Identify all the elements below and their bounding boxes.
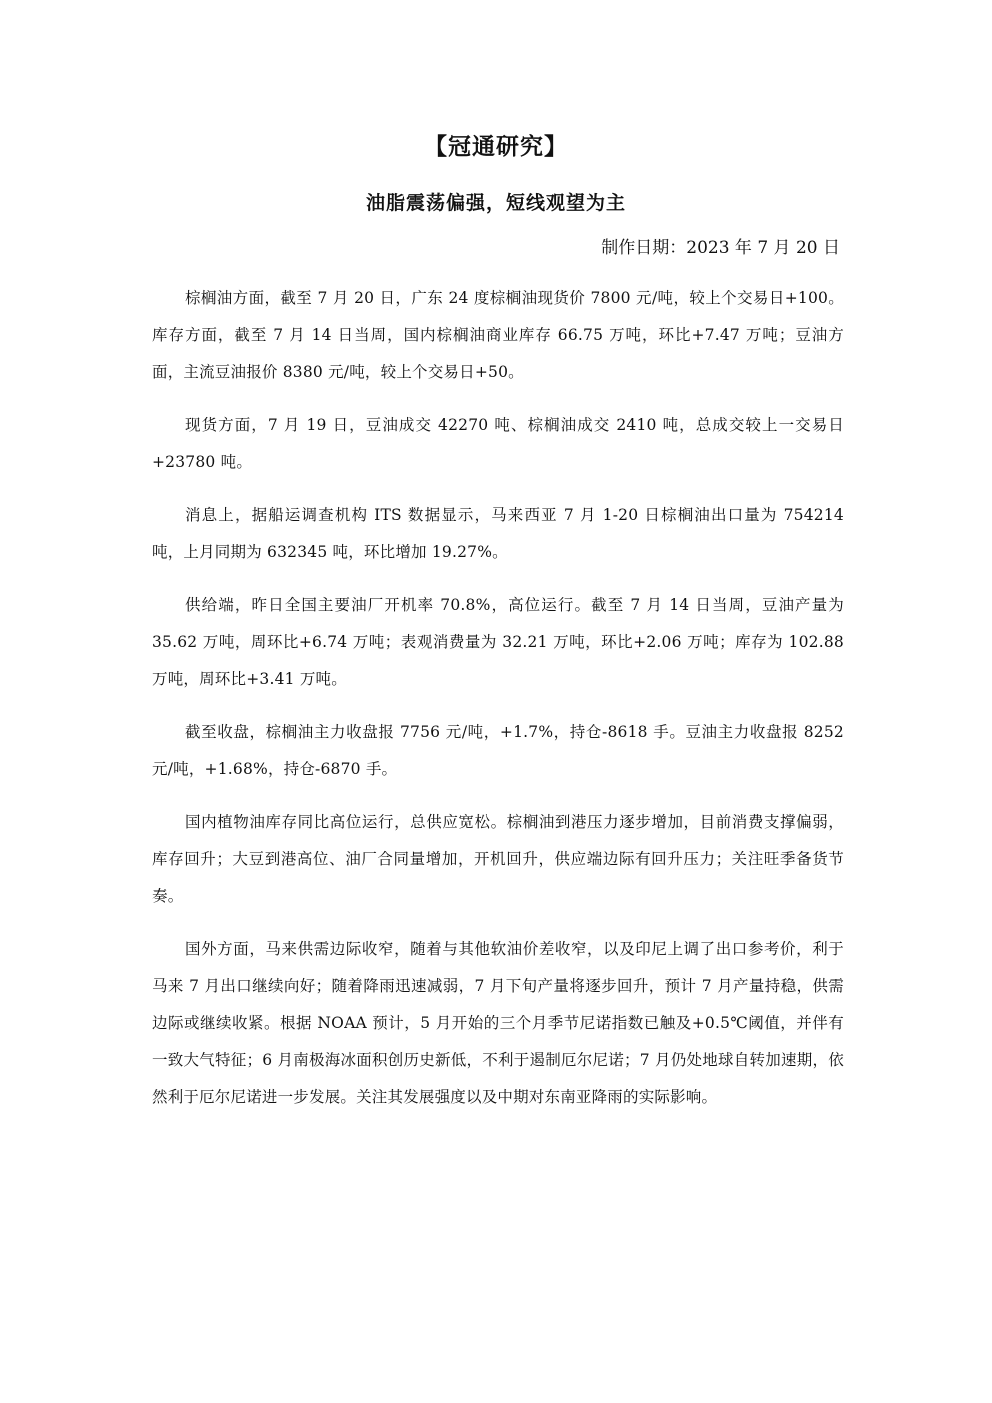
paragraph-futures-close: 截至收盘，棕榈油主力收盘报 7756 元/吨，+1.7%，持仓-8618 手。豆油主力收盘报 8252 元/吨，+1.68%，持仓-6870 手。 — [152, 723, 844, 778]
report-headline: 油脂震荡偏强，短线观望为主 — [365, 192, 626, 214]
report-body — [152, 280, 844, 1132]
paragraph-overseas-outlook: 国外方面，马来供需边际收窄，随着与其他软油价差收窄，以及印尼上调了出口参考价，利于马来 7 月出口继续向好；随着降雨迅速减弱，7 月下旬产量将逐步回升，预计 7 月产量持稳，供需边际或继续收紧。根据 NOAA 预计，5 月开始的三个月季节尼诺指数已触及+0.5℃阈值，并伴有一致大气特征；6 月南极海冰面积创历史新低，不利于遏制厄尔尼诺；7 月仍处地球自转加速期，依然利于厄尔尼诺进一步发展。关注其发展强度以及中期对东南亚降雨的实际影响。 — [152, 940, 844, 1106]
brand-title: 【冠通研究】 — [424, 133, 568, 160]
paragraph-spot-trading: 现货方面，7 月 19 日，豆油成交 42270 吨、棕榈油成交 2410 吨，总成交较上一交易日+23780 吨。 — [152, 416, 844, 471]
report-date: 制作日期：2023 年 7 月 20 日 — [601, 238, 840, 258]
paragraph-export-news: 消息上，据船运调查机构 ITS 数据显示，马来西亚 7 月 1-20 日棕榈油出口量为 754214 吨，上月同期为 632345 吨，环比增加 19.27%。 — [152, 506, 844, 561]
paragraph-supply-side: 供给端，昨日全国主要油厂开机率 70.8%，高位运行。截至 7 月 14 日当周，豆油产量为 35.62 万吨，周环比+6.74 万吨；表观消费量为 32.21 万吨，环比+2.06 万吨；库存为 102.88 万吨，周环比+3.41 万吨。 — [152, 596, 844, 688]
paragraph-domestic-outlook: 国内植物油库存同比高位运行，总供应宽松。棕榈油到港压力逐步增加，目前消费支撑偏弱，库存回升；大豆到港高位、油厂合同量增加，开机回升，供应端边际有回升压力；关注旺季备货节奏。 — [152, 813, 844, 905]
paragraph-palm-oil-spot: 棕榈油方面，截至 7 月 20 日，广东 24 度棕榈油现货价 7800 元/吨，较上个交易日+100。库存方面，截至 7 月 14 日当周，国内棕榈油商业库存 66.75 万吨，环比+7.47 万吨；豆油方面，主流豆油报价 8380 元/吨，较上个交易日+50。 — [152, 289, 844, 381]
